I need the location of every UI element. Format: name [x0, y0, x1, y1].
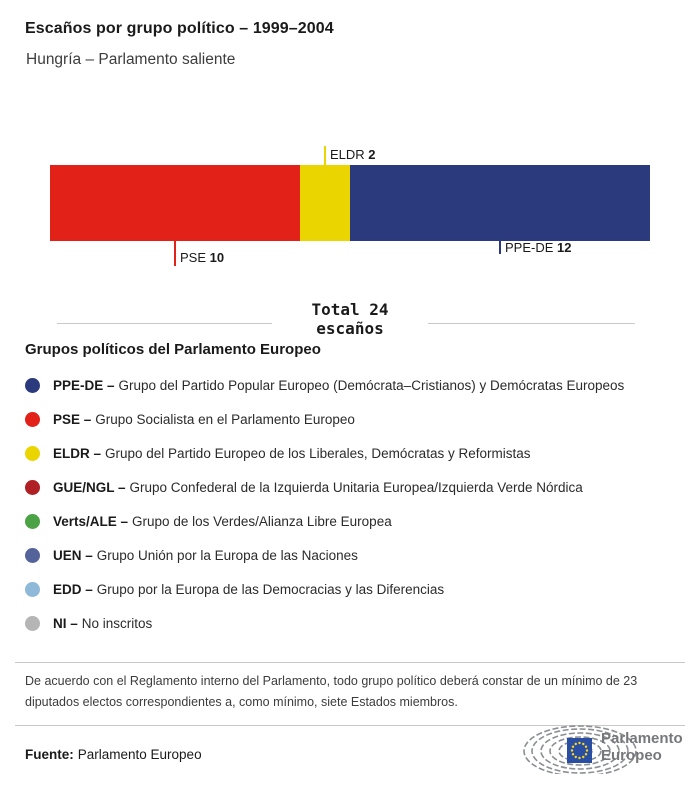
- stacked-bar: [50, 165, 650, 241]
- callout-label-pse: PSE 10: [180, 250, 225, 265]
- source-value: Parlamento Europeo: [77, 747, 202, 762]
- callout-label-ppe-de: PPE-DE 12: [505, 240, 572, 255]
- legend-desc: Grupo Unión por la Europa de las Naciones: [96, 547, 358, 563]
- legend-desc: Grupo del Partido Popular Europeo (Demócrata–Cristianos) y Demócratas Europeos: [118, 377, 625, 393]
- legend-label: [53, 378, 624, 393]
- legend-abbr: Verts/ALE –: [53, 513, 129, 529]
- legend-desc: Grupo de los Verdes/Alianza Libre Europea: [132, 513, 392, 529]
- european-parliament-logo: [522, 724, 683, 774]
- total-seats-label: [0, 300, 700, 338]
- callout-tick-pse: [174, 241, 176, 266]
- legend-heading: Grupos políticos del Parlamento Europeo: [25, 341, 321, 358]
- legend-color-dot: [25, 616, 40, 631]
- total-line2: escaños: [316, 319, 384, 338]
- legend-item-verts-ale: [25, 504, 675, 538]
- legend-abbr: PPE-DE –: [53, 377, 115, 393]
- bar-segment-ppe-de: [350, 165, 650, 241]
- legend-abbr: EDD –: [53, 581, 93, 597]
- legend-item-uen: [25, 538, 675, 572]
- legend-label: [53, 480, 583, 495]
- chart-area: [50, 146, 650, 270]
- legend-desc: Grupo del Partido Europeo de los Liberales, Demócratas y Reformistas: [105, 445, 531, 461]
- legend-desc: Grupo Confederal de la Izquierda Unitaria Europea/Izquierda Verde Nórdica: [129, 479, 583, 495]
- legend: [25, 368, 675, 640]
- footnote: De acuerdo con el Reglamento interno del Parlamento, todo grupo político deberá constar de un mínimo de 23 diputados electos correspondientes a, como mínimo, siete Estados miembros.: [15, 662, 685, 726]
- source-label: Fuente:: [25, 747, 74, 762]
- total-line1: Total 24: [311, 300, 389, 319]
- bar-segment-eldr: [300, 165, 350, 241]
- logo-wordmark: [601, 730, 683, 764]
- legend-item-gue-ngl: [25, 470, 675, 504]
- legend-label: [53, 548, 358, 563]
- legend-item-pse: [25, 402, 675, 436]
- legend-abbr: NI –: [53, 615, 78, 631]
- legend-color-dot: [25, 446, 40, 461]
- legend-color-dot: [25, 582, 40, 597]
- legend-color-dot: [25, 480, 40, 495]
- logo-line1: Parlamento: [601, 730, 683, 747]
- page-subtitle: Hungría – Parlamento saliente: [26, 51, 236, 68]
- legend-label: [53, 582, 444, 597]
- callout-tick-ppe-de: [499, 241, 501, 254]
- legend-item-ni: [25, 606, 675, 640]
- legend-item-ppe-de: [25, 368, 675, 402]
- page-title: Escaños por grupo político – 1999–2004: [25, 20, 334, 37]
- legend-desc: Grupo por la Europa de las Democracias y las Diferencias: [96, 581, 445, 597]
- legend-color-dot: [25, 412, 40, 427]
- legend-abbr: GUE/NGL –: [53, 479, 126, 495]
- legend-color-dot: [25, 378, 40, 393]
- legend-label: [53, 446, 530, 461]
- legend-label: [53, 616, 152, 631]
- legend-item-edd: [25, 572, 675, 606]
- legend-color-dot: [25, 548, 40, 563]
- legend-abbr: UEN –: [53, 547, 93, 563]
- legend-label: [53, 412, 355, 427]
- divider-line-right: [428, 323, 635, 324]
- source-line: [25, 747, 202, 762]
- logo-line2: Europeo: [601, 747, 662, 764]
- legend-abbr: PSE –: [53, 411, 92, 427]
- callout-tick-eldr: [324, 146, 326, 165]
- callout-label-eldr: ELDR 2: [330, 147, 376, 162]
- legend-item-eldr: [25, 436, 675, 470]
- legend-desc: Grupo Socialista en el Parlamento Europeo: [95, 411, 355, 427]
- bar-segment-pse: [50, 165, 300, 241]
- legend-label: [53, 514, 392, 529]
- legend-color-dot: [25, 514, 40, 529]
- legend-abbr: ELDR –: [53, 445, 102, 461]
- legend-desc: No inscritos: [81, 615, 153, 631]
- total-row: [0, 300, 700, 340]
